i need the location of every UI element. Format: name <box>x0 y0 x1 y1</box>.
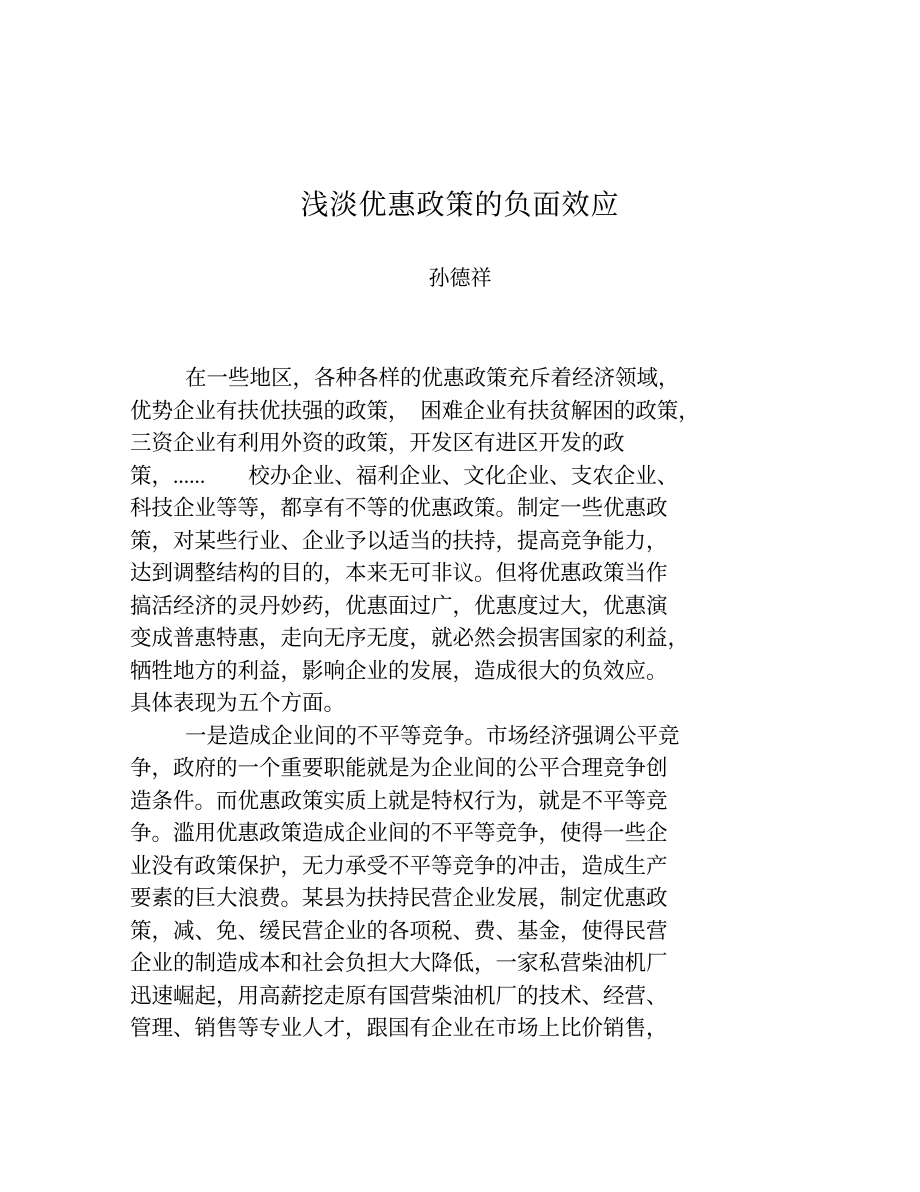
body-line: 三资企业有利用外资的政策，开发区有进区开发的政 <box>130 431 625 455</box>
body-line: 在一些地区，各种各样的优惠政策充斥着经济领域， <box>185 366 680 390</box>
body-line: 造条件。而优惠政策实质上就是特权行为，就是不平等竞 <box>130 788 668 813</box>
body-line: 争，政府的一个重要职能就是为企业间的公平合理竞争创 <box>130 756 668 780</box>
body-line: 策，减、免、缓民营企业的各项税、费、基金，使得民营 <box>130 918 668 943</box>
body-line: 争。滥用优惠政策造成企业间的不平等竞争，使得一些企 <box>130 821 668 845</box>
body-line: 具体表现为五个方面。 <box>130 691 346 715</box>
body-line: 策，...... 校办企业、福利企业、文化企业、支农企业、 <box>130 463 679 488</box>
body-line: 管理、销售等专业人才，跟国有企业在市场上比价销售， <box>130 1016 668 1040</box>
document-body <box>130 362 810 1045</box>
document-author: 孙德祥 <box>428 266 492 290</box>
body-line: 优势企业有扶优扶强的政策， 困难企业有扶贫解困的政策， <box>130 398 700 423</box>
document-title: 浅淡优惠政策的负面效应 <box>300 190 620 221</box>
body-line: 迅速崛起，用高薪挖走原有国营柴油机厂的技术、经营、 <box>130 983 668 1008</box>
body-line: 科技企业等等，都享有不等的优惠政策。制定一些优惠政 <box>130 496 668 520</box>
body-line: 牺牲地方的利益，影响企业的发展，造成很大的负效应。 <box>130 658 668 683</box>
body-line: 企业的制造成本和社会负担大大降低，一家私营柴油机厂 <box>130 951 668 975</box>
body-line: 要素的巨大浪费。某县为扶持民营企业发展，制定优惠政 <box>130 886 668 910</box>
body-line: 搞活经济的灵丹妙药，优惠面过广，优惠度过大，优惠演 <box>130 593 668 618</box>
body-line: 一是造成企业间的不平等竞争。市场经济强调公平竞 <box>185 723 680 748</box>
body-line: 业没有政策保护，无力承受不平等竞争的冲击，造成生产 <box>130 853 668 878</box>
body-line: 达到调整结构的目的，本来无可非议。但将优惠政策当作 <box>130 561 668 585</box>
body-line: 策，对某些行业、企业予以适当的扶持，提高竞争能力， <box>130 528 668 553</box>
body-line: 变成普惠特惠，走向无序无度，就必然会损害国家的利益， <box>130 626 690 650</box>
